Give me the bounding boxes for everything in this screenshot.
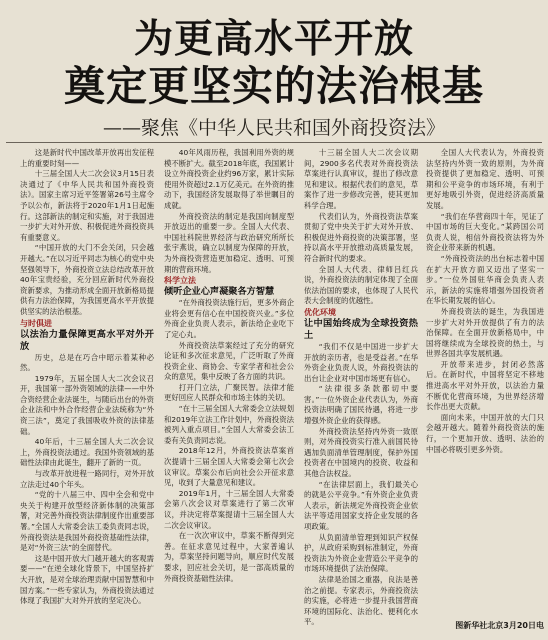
divider-rule [6,142,542,143]
paragraph: 十三届全国人大二次会议3月15日表决通过了《中华人民共和国外商投资法》。国家主席习近平签署第26号主席令予以公布，新法将于2020年1月1日起施行。这部新法的制定和实施，对于我国进一步扩大对外开放、积极促进外商投资具有重要意义。 [20,169,154,242]
paragraph: 开放带来进步，封闭必然落后。在新时代，中国将坚定不移地推进高水平对外开放，以法治力量不断优化营商环境，为世界经济增长作出更大贡献。 [426,359,544,412]
paragraph: “在外商投资法施行后，更多外商企业将会更有信心在中国投资兴业。”多位外商企业负责人表示，新法给企业吃下了定心丸。 [164,298,294,339]
subtitle: ——聚焦《中华人民共和国外商投资法》 [102,117,445,139]
paragraph: “在法律层面上，我们最关心的就是公平竞争。”有外资企业负责人表示，新法规定外商投资企业依法平等适用国家支持企业发展的各项政策。 [304,479,418,531]
article-column-2 [164,148,294,618]
headline-line-1: 为更高水平开放 [133,16,414,62]
paragraph: 这是新时代中国改革开放再出发征程上的重要时刻—— [20,148,154,168]
paragraph: 2018年12月，外商投资法草案首次提请十三届全国人大常委会第七次会议审议。草案公布后向社会公开征求意见，收到了大量意见和建议。 [164,446,294,488]
section-subheading-3: 让中国始终成为全球投资热土 [304,317,418,341]
article-column-4 [426,148,544,618]
paragraph: 法律是治国之重器，良法是善治之前提。专家表示，外商投资法的实施，必将进一步提升我国营商环境的国际化、法治化、便利化水平。 [304,574,418,627]
paragraph: 在一次次审议中，草案不断得到完善。在征求意见过程中，大家普遍认为，草案坚持问题导向，顺应时代发展要求，回应社会关切，是一部高质量的外商投资基础性法律。 [164,531,294,583]
paragraph: “外商投资法的出台标志着中国在扩大开放方面又迈出了坚实一步。”一位外国驻华商会负责人表示，新法的实施将增强外国投资者在华长期发展的信心。 [426,253,544,306]
article-column-3 [304,148,418,627]
paragraph: 与改革开放进程一路同行，对外开放立法走过40个年头。 [20,469,154,489]
paragraph: 十三届全国人大二次会议期间，2900多名代表对外商投资法草案进行认真审议，提出了修改意见和建议。根据代表们的意见，草案作了进一步修改完善，使其更加科学合理。 [304,148,418,210]
paragraph: 这是中国开放大门越开越大的客观需要——“在逆全球化背景下，中国坚持扩大开放，是对全球治理贡献中国智慧和中国方案。”一些专家认为，外商投资法通过体现了我国扩大对外开放的坚定决心。 [20,553,154,606]
photo-credit: 图新华社北京3月20日电 [455,621,544,630]
paragraph: 全国人大代表、律师吕红兵说，外商投资法的制定体现了全面依法治国的要求，也体现了人民代表大会制度的优越性。 [304,264,418,306]
paragraph: 1979年，五届全国人大二次会议召开，我国第一部外资领域的法律——中外合资经营企业法诞生，与随后出台的外资企业法和中外合作经营企业法统称为“外资三法”，奠定了我国吸收外资的法律基础。 [20,373,154,436]
section-heading-2: 科学立法 [164,276,196,286]
paragraph: “在十三届全国人大常委会立法规划和2019年立法工作计划中，外商投资法被列入重点项目。”全国人大常委会法工委有关负责同志说。 [164,404,294,445]
paragraph: 40年后，十三届全国人大二次会议上，外商投资法通过。我国外资领域的基础性法律由此诞生，翻开了新的一页。 [20,437,154,468]
paragraph: 外商投资法的诞生，为我国进一步扩大对外开放提供了有力的法治保障。在全面开放新格局中，中国将继续成为全球投资的热土，与世界各国共享发展机遇。 [426,306,544,359]
paragraph: “党的十八届三中、四中全会和党中央关于构建开放型经济新体制的决策部署，对完善外商投资法律制度作出重要部署。”全国人大常委会法工委负责同志说，外商投资法是我国外商投资基础性法律，是对“外资三法”的全面替代。 [20,490,154,553]
paragraph: 代表们认为，外商投资法草案贯彻了党中央关于扩大对外开放、积极促进外商投资的决策部署，坚持以高水平开放推动高质量发展，符合新时代的要求。 [304,211,418,263]
paragraph: 外商投资法的制定是我国向制度型开放迈出的重要一步。全国人大代表、中国社科院世界经济与政治研究所所长张宇燕说，确立以制度为保障的开放，为外商投资营造更加稳定、透明、可预期的营商环境。 [164,211,294,274]
paragraph: “中国开放的大门不会关闭，只会越开越大。”在以习近平同志为核心的党中央坚强领导下，外商投资立法总结改革开放40年宝贵经验，充分回应新时代外商投资新要求，为推动形成全面开放新格局提供有力法治保障，为我国更高水平开放提供坚实的法治根基。 [20,243,154,316]
paragraph: 40年风雨历程，我国利用外资的规模不断扩大。截至2018年底，我国累计设立外商投资企业约96万家，累计实际使用外资超过2.1万亿美元。在外资的推动下，我国经济发展取得了举世瞩目的成就。 [164,148,295,210]
paragraph: “我们在华营商四十年，见证了中国市场的巨大变化。”某跨国公司负责人说，相信外商投资法将为外资企业带来新的机遇。 [426,211,544,253]
paragraph: 外商投资法坚持内外资一致原则，对外商投资实行准入前国民待遇加负面清单管理制度，保护外国投资者在中国境内的投资、收益和其他合法权益。 [304,426,418,479]
section-heading-3: 优化环境 [304,307,336,317]
paragraph: 历史，总是在巧合中昭示着某种必然。 [20,352,154,373]
section-subheading-1: 以法治力量保障更高水平对外开放 [20,328,154,352]
paragraph: 外商投资法草案经过了充分的研究论证和多次征求意见，广泛听取了外商投资企业、商协会、专家学者和社会公众的意见，集中反映了各方面的共识。 [164,340,294,382]
paragraph: 从负面清单管理到知识产权保护，从政府采购到标准制定，外商投资法为外资企业营造公平竞争的市场环境提供了法治保障。 [304,532,418,574]
section-heading-1: 与时俱进 [20,318,52,328]
paragraph: 打开门立法，广聚民智。法律才能更好回应人民群众和市场主体的关切。 [164,382,294,403]
paragraph: “法律很多条款都切中要害。”一位外资企业代表认为，外商投资法明确了国民待遇，将进一步增强外资企业的获得感。 [304,384,418,426]
headline-line-2: 奠定更坚实的法治根基 [64,62,484,110]
paragraph: 面向未来，中国开放的大门只会越开越大。随着外商投资法的施行，一个更加开放、透明、法治的中国必将吸引更多外资。 [426,412,544,454]
paragraph: 2019年1月，十三届全国人大常委会第八次会议对草案进行了第二次审议，并决定将草案提请十三届全国人大二次会议审议。 [164,488,294,530]
paragraph: 全国人大代表认为，外商投资法坚持内外资一致的原则，为外商投资提供了更加稳定、透明、可预期和公平竞争的市场环境，有利于更好地吸引外资，促进经济高质量发展。 [426,148,544,210]
paragraph: “我们不仅是中国进一步扩大开放的亲历者，也是受益者。”在华外资企业负责人说，外商投资法的出台让企业对中国市场更有信心。 [304,341,418,383]
article-column-1 [20,148,154,618]
section-subheading-2: 倾听企业心声凝聚各方智慧 [164,286,275,298]
